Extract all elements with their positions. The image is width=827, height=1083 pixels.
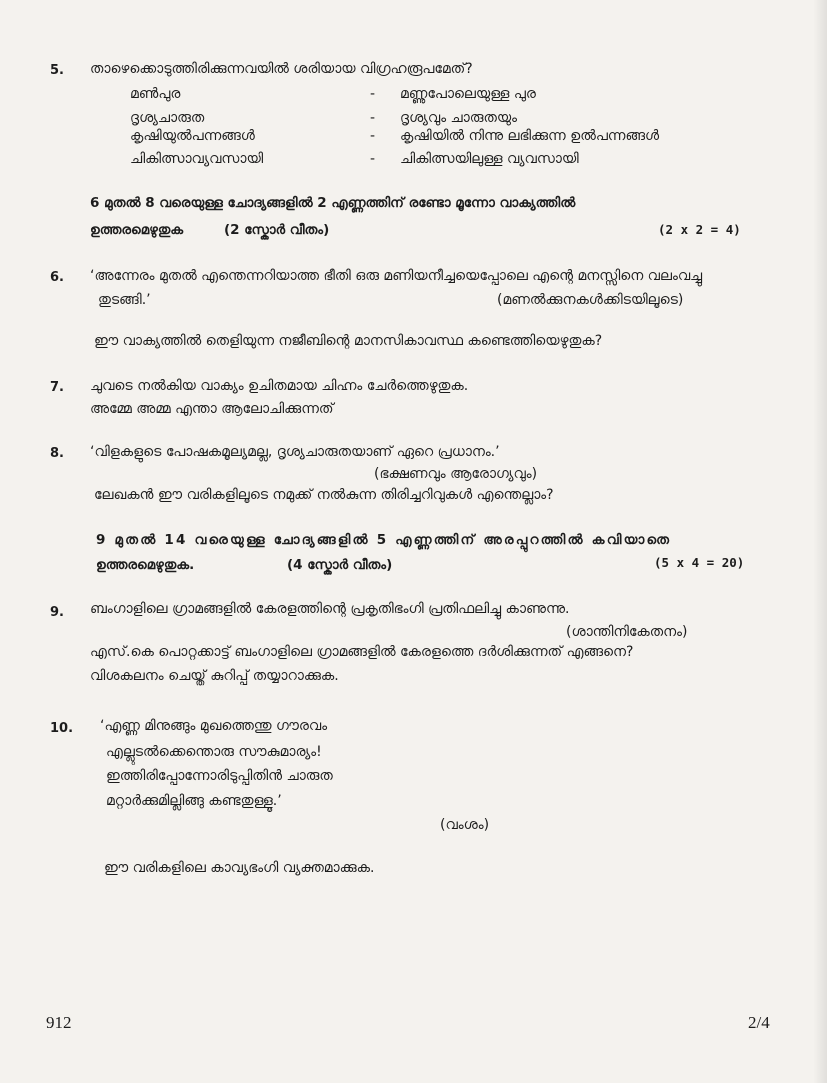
section3-score: (4 സ്കോർ വീതം) xyxy=(287,557,393,573)
q10-poem-line4: മറ്റാർക്കുമില്ലിങ്ങു കണ്ടതുള്ളൂ.’ xyxy=(106,793,282,809)
q5-meaning-3: കൃഷിയിൽ നിന്നു ലഭിക്കുന്ന ഉൽപന്നങ്ങൾ xyxy=(400,128,660,144)
q10-source: (വംശം) xyxy=(440,817,490,833)
q5-dash-1: - xyxy=(370,86,376,102)
q8-question: ലേഖകൻ ഈ വരികളിലൂടെ നമുക്ക് നൽകുന്ന തിരിച്ചറിവുകൾ എന്തെല്ലാം? xyxy=(94,487,554,503)
section3-instruction-line1: 9 മുതൽ 14 വരെയുള്ള ചോദ്യങ്ങളിൽ 5 എണ്ണത്തിന് അരപ്പുറത്തിൽ കവിയാതെ xyxy=(96,532,672,548)
q9-number: 9. xyxy=(50,605,64,620)
q5-term-4: ചികിത്സാവ്യവസായി xyxy=(130,151,264,167)
q5-meaning-1: മണ്ണുപോലെയുള്ള പുര xyxy=(400,86,536,102)
q9-question-line1: എസ്.കെ പൊറ്റക്കാട്ട് ബംഗാളിലെ ഗ്രാമങ്ങളിൽ കേരളത്തെ ദർശിക്കുന്നത് എങ്ങനെ? xyxy=(90,644,634,660)
section2-instruction-line1: 6 മുതൽ 8 വരെയുള്ള ചോദ്യങ്ങളിൽ 2 എണ്ണത്തിന് രണ്ടോ മൂന്നോ വാക്യത്തിൽ xyxy=(90,195,576,211)
q8-number: 8. xyxy=(50,446,64,461)
q7-text: ചുവടെ നൽകിയ വാക്യം ഉചിതമായ ചിഹ്നം ചേർത്തെഴുതുക. xyxy=(90,378,469,394)
question-paper-code: 912 xyxy=(46,1013,72,1032)
paper-edge-shadow xyxy=(813,0,827,1083)
q8-quote: ‘വിളകളുടെ പോഷകമൂല്യമല്ല, ദൃശ്യചാരുതയാണ് ഏറെ പ്രധാനം.’ xyxy=(90,444,500,460)
q6-source: (മണൽക്കുനകൾക്കിടയിലൂടെ) xyxy=(497,292,684,308)
q5-number: 5. xyxy=(50,63,64,78)
q10-question: ഈ വരികളിലെ കാവ്യഭംഗി വ്യക്തമാക്കുക. xyxy=(104,860,375,876)
q5-meaning-2: ദൃശ്യവും ചാരുതയും xyxy=(400,110,518,126)
q10-poem-line2: എല്ലുടൽക്കെന്തൊരു സൗകുമാര്യം! xyxy=(106,744,322,760)
q8-source: (ഭക്ഷണവും ആരോഗ്യവും) xyxy=(374,466,538,482)
q5-meaning-4: ചികിത്സയിലുള്ള വ്യവസായി xyxy=(400,151,579,167)
section3-marks: (5 x 4 = 20) xyxy=(654,555,745,570)
q6-number: 6. xyxy=(50,270,64,285)
section3-instruction-line2: ഉത്തരമെഴുതുക. xyxy=(96,557,195,573)
section2-marks: (2 x 2 = 4) xyxy=(658,222,741,237)
q5-term-3: കൃഷിയുൽപന്നങ്ങൾ xyxy=(130,128,255,144)
section2-score: (2 സ്കോർ വീതം) xyxy=(224,222,330,238)
q9-source: (ശാന്തിനികേതനം) xyxy=(566,624,688,640)
q5-dash-2: - xyxy=(370,110,376,126)
q6-quote-line2: തുടങ്ങി.’ xyxy=(98,292,151,308)
q6-question: ഈ വാക്യത്തിൽ തെളിയുന്ന നജീബിന്റെ മാനസികാവസ്ഥ കണ്ടെത്തിയെഴുതുക? xyxy=(94,333,603,349)
q5-term-2: ദൃശ്യചാരുത xyxy=(130,110,205,126)
q5-dash-4: - xyxy=(370,151,376,167)
q5-dash-3: - xyxy=(370,128,376,144)
q10-number: 10. xyxy=(50,721,74,736)
q5-term-1: മൺപുര xyxy=(130,86,181,102)
q10-poem-line1: ‘എണ്ണ മിനുങ്ങും മുഖത്തെന്തു ഗൗരവം xyxy=(100,718,328,734)
page-number: 2/4 xyxy=(748,1013,770,1032)
q5-text: താഴെക്കൊടുത്തിരിക്കുന്നവയിൽ ശരിയായ വിഗ്രഹരൂപമേത്? xyxy=(90,61,473,77)
q7-number: 7. xyxy=(50,380,64,395)
section2-instruction-line2: ഉത്തരമെഴുതുക xyxy=(90,222,184,238)
q6-quote-line1: ‘അന്നേരം മുതൽ എന്തെന്നറിയാത്ത ഭീതി ഒരു മണിയനീച്ചയെപ്പോലെ എന്റെ മനസ്സിനെ വലംവച്ചു xyxy=(90,268,703,284)
q9-question-line2: വിശകലനം ചെയ്ത് കുറിപ്പ് തയ്യാറാക്കുക. xyxy=(90,668,339,684)
q9-text: ബംഗാളിലെ ഗ്രാമങ്ങളിൽ കേരളത്തിന്റെ പ്രകൃതിഭംഗി പ്രതിഫലിച്ചു കാണുന്നു. xyxy=(90,601,570,617)
q10-poem-line3: ഇത്തിരിപ്പോന്നോരിടുപ്പിതിൻ ചാരുത xyxy=(106,768,333,784)
q7-sentence: അമ്മേ അമ്മ എന്താ ആലോചിക്കുന്നത് xyxy=(90,401,334,417)
